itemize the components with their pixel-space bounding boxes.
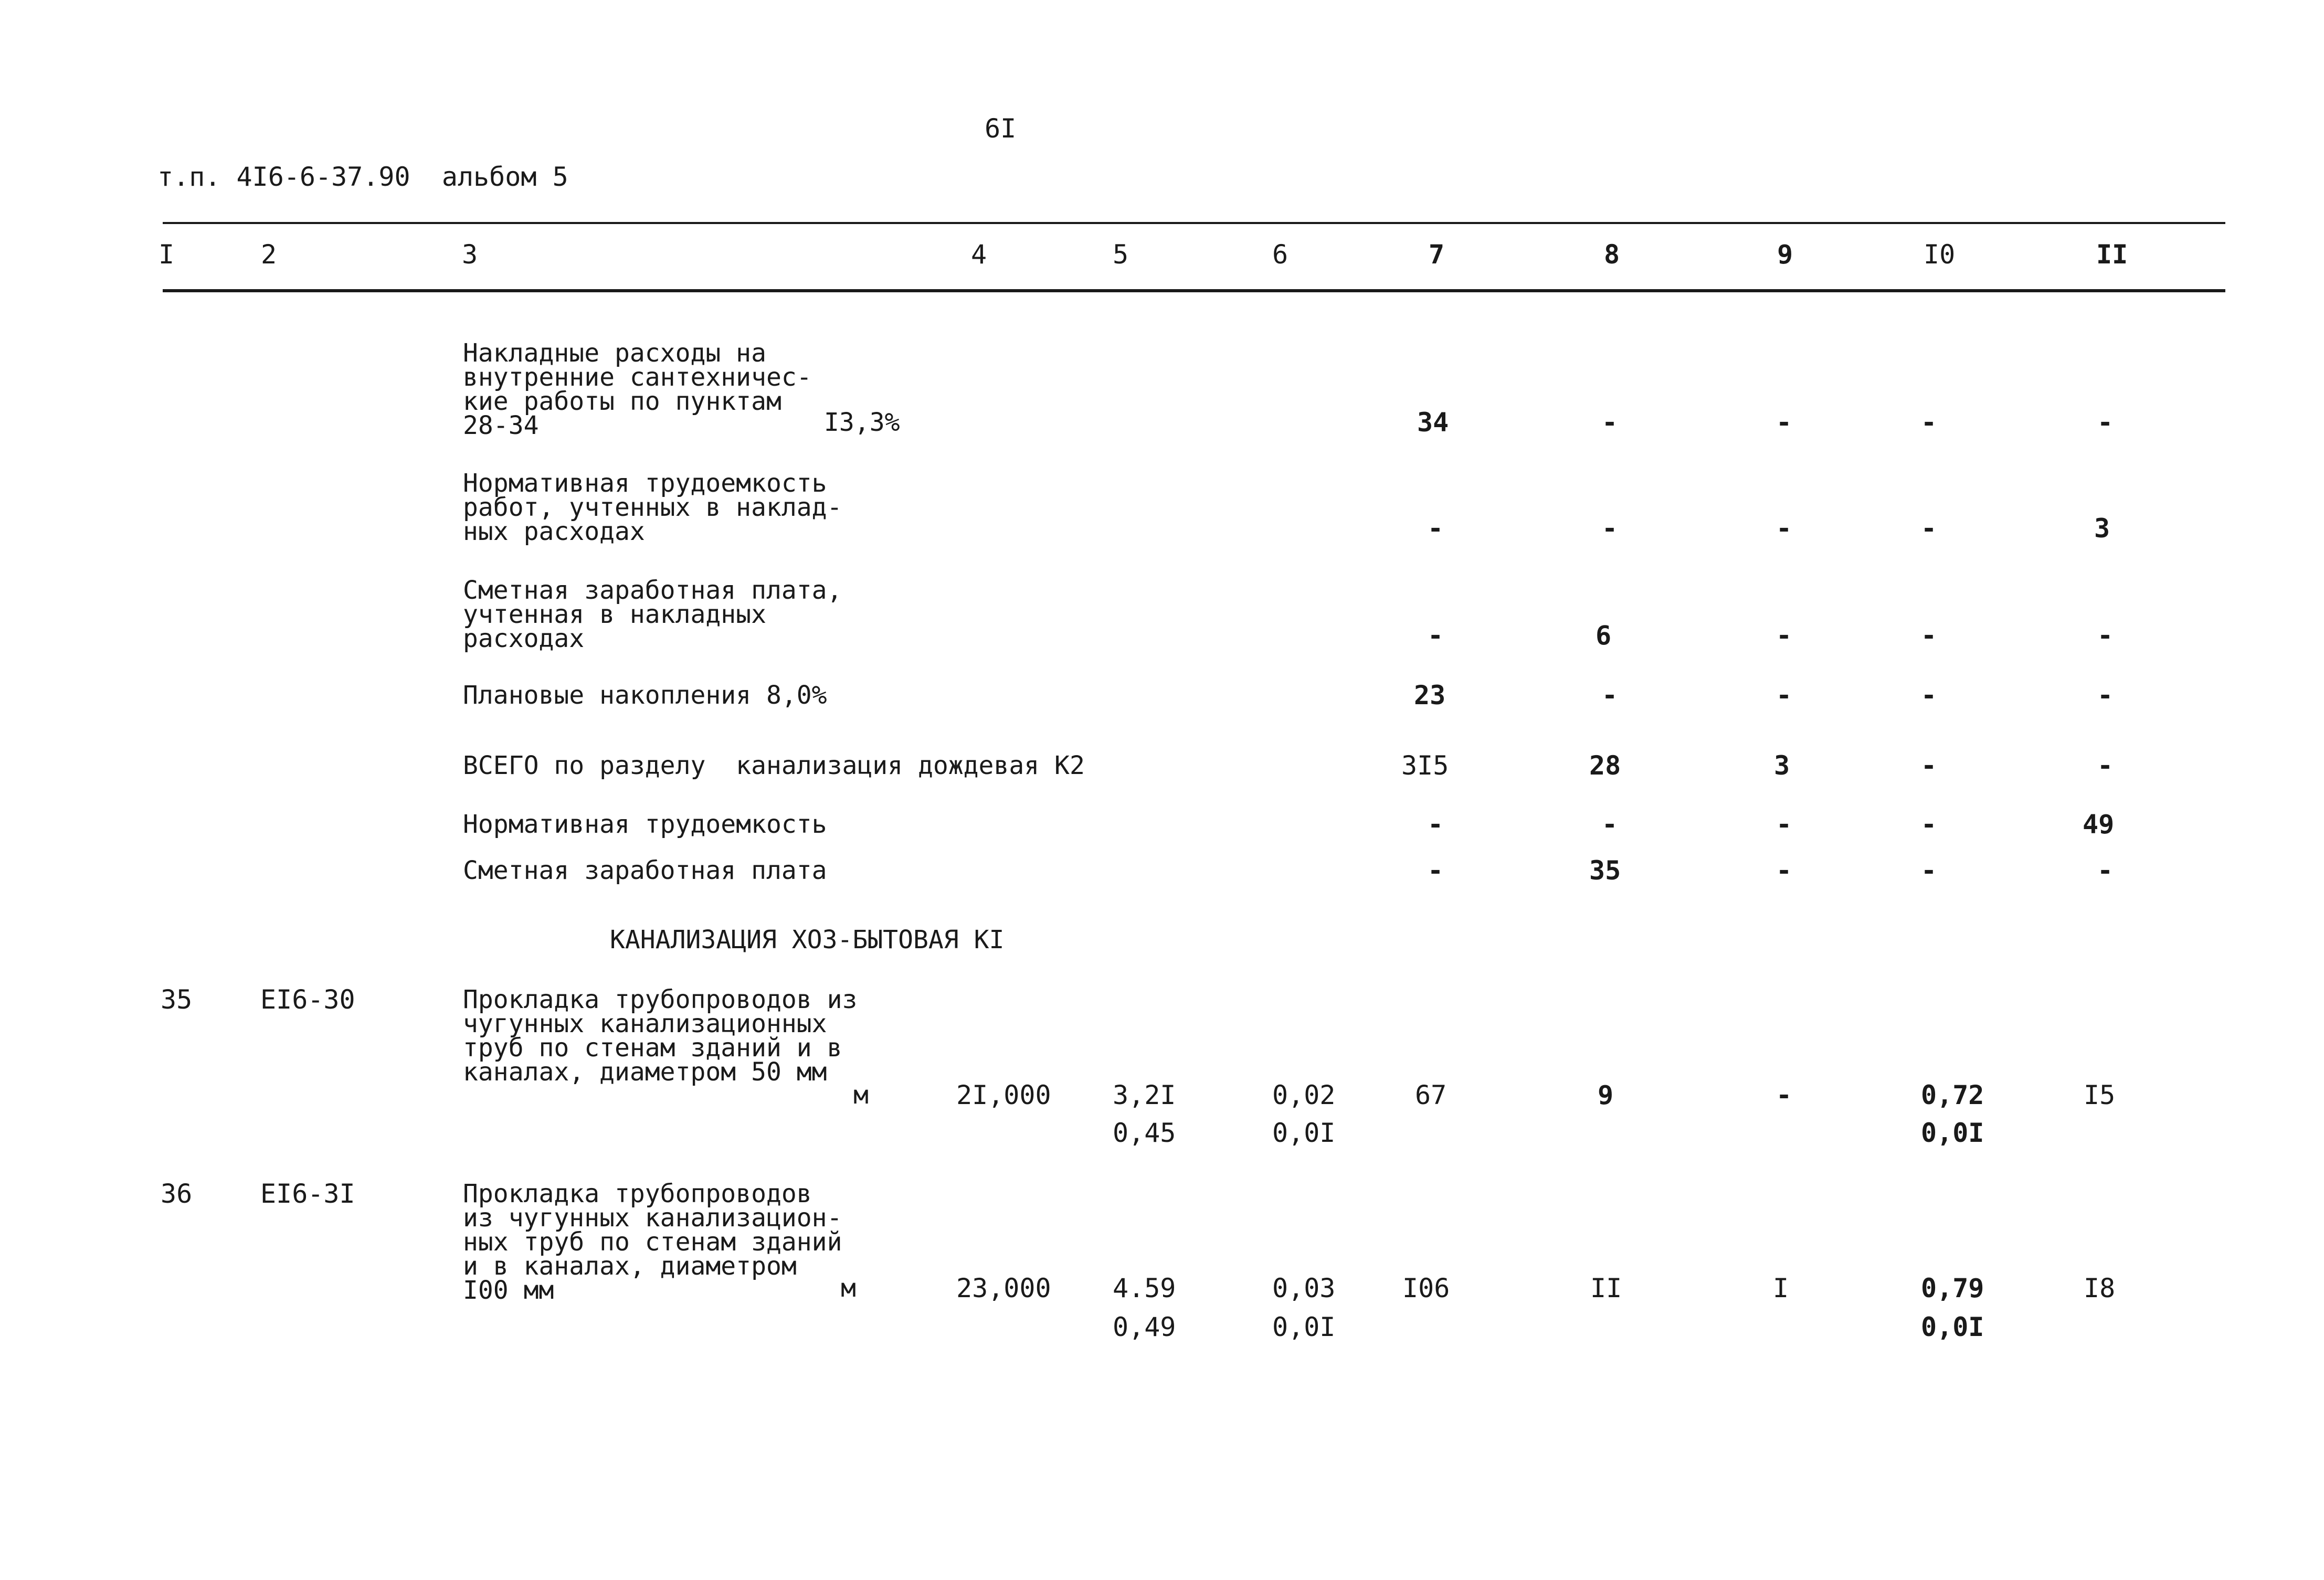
cell-col7: - bbox=[1428, 620, 1444, 651]
cell-col11: I5 bbox=[2084, 1080, 2116, 1110]
column-header: I bbox=[159, 239, 175, 270]
cell-col10: - bbox=[1921, 620, 1937, 651]
cell-col10-top: 0,72 bbox=[1921, 1080, 1984, 1110]
column-header: 5 bbox=[1113, 239, 1129, 270]
cell-col5-bottom: 0,49 bbox=[1113, 1312, 1176, 1342]
header-bottom-rule bbox=[163, 289, 2225, 292]
cell-col9: - bbox=[1776, 620, 1792, 651]
price-code: EI6-3I bbox=[260, 1179, 355, 1209]
cell-col10: - bbox=[1921, 680, 1937, 711]
cell-col8: 9 bbox=[1598, 1080, 1614, 1110]
cell-col8: 28 bbox=[1589, 750, 1621, 781]
unit: м bbox=[853, 1080, 869, 1110]
overhead-rate: I3,3% bbox=[824, 408, 900, 437]
cell-col7: 67 bbox=[1415, 1080, 1447, 1110]
cell-col8: - bbox=[1602, 809, 1618, 840]
cell-col11: - bbox=[2097, 750, 2114, 781]
cell-col5-top: 3,2I bbox=[1113, 1080, 1176, 1110]
column-header: 7 bbox=[1429, 239, 1445, 270]
column-header: 4 bbox=[971, 239, 987, 270]
cell-col8: - bbox=[1602, 407, 1618, 438]
cell-col9: - bbox=[1776, 407, 1792, 438]
cell-col8: - bbox=[1602, 680, 1618, 711]
cell-col6-bottom: 0,0I bbox=[1272, 1118, 1336, 1148]
cell-col6-top: 0,03 bbox=[1272, 1273, 1336, 1303]
header-top-rule bbox=[163, 222, 2225, 224]
cell-col10-bottom: 0,0I bbox=[1921, 1312, 1984, 1342]
work-description: Прокладка трубопроводов из чугунных канализационных труб по стенам зданий и в каналах, диаметром 50 мм bbox=[463, 985, 858, 1087]
cell-col9: - bbox=[1776, 1080, 1792, 1110]
cell-col11: 3 bbox=[2094, 513, 2110, 544]
section-title: КАНАЛИЗАЦИЯ ХОЗ-БЫТОВАЯ КI bbox=[610, 925, 1005, 955]
cell-col7: 34 bbox=[1417, 407, 1449, 438]
cell-col7: - bbox=[1428, 809, 1444, 840]
quantity: 2I,000 bbox=[956, 1080, 1051, 1110]
cell-col8: - bbox=[1602, 513, 1618, 544]
cell-col10-bottom: 0,0I bbox=[1921, 1118, 1984, 1148]
cell-col11: 49 bbox=[2083, 809, 2115, 840]
cell-col8: 35 bbox=[1589, 855, 1621, 886]
planned-description: Плановые накопления 8,0% bbox=[463, 681, 827, 710]
cell-col7: I06 bbox=[1402, 1273, 1450, 1303]
cell-col9: - bbox=[1776, 855, 1792, 886]
cell-col11: - bbox=[2097, 620, 2114, 651]
wage-overhead-description: Сметная заработная плата, учтенная в накладных расходах bbox=[463, 576, 842, 653]
column-header: 9 bbox=[1777, 239, 1793, 270]
column-header: I0 bbox=[1924, 239, 1956, 270]
cell-col10: - bbox=[1921, 750, 1937, 781]
overhead-description: Накладные расходы на внутренние сантехничес- кие работы по пунктам 28-34 bbox=[463, 338, 812, 440]
cell-col8: 6 bbox=[1596, 620, 1612, 651]
cell-col8: II bbox=[1590, 1273, 1622, 1303]
wage-description: Сметная заработная плата bbox=[463, 856, 827, 885]
cell-col5-bottom: 0,45 bbox=[1113, 1118, 1176, 1148]
norm-labor-description: Нормативная трудоемкость bbox=[463, 810, 827, 839]
column-header: 2 bbox=[261, 239, 277, 270]
column-header: 6 bbox=[1272, 239, 1288, 270]
cell-col11: - bbox=[2097, 855, 2114, 886]
row-number: 36 bbox=[161, 1179, 193, 1209]
column-header: 8 bbox=[1604, 239, 1620, 270]
cell-col9: 3 bbox=[1774, 750, 1790, 781]
cell-col9: - bbox=[1776, 809, 1792, 840]
cell-col6-bottom: 0,0I bbox=[1272, 1312, 1336, 1342]
unit: м bbox=[841, 1274, 856, 1303]
quantity: 23,000 bbox=[956, 1273, 1051, 1303]
cell-col11: - bbox=[2097, 407, 2114, 438]
work-description: Прокладка трубопроводов из чугунных канализацион- ных труб по стенам зданий и в каналах, диаметром I00 мм bbox=[463, 1179, 842, 1305]
document-reference: т.п. 4I6-6-37.90 альбом 5 bbox=[157, 162, 568, 192]
column-header: II bbox=[2096, 239, 2128, 270]
cell-col9: - bbox=[1776, 680, 1792, 711]
cell-col10: - bbox=[1921, 407, 1937, 438]
cell-col5-top: 4.59 bbox=[1113, 1273, 1176, 1303]
cell-col10: - bbox=[1921, 513, 1937, 544]
cell-col9: I bbox=[1773, 1273, 1789, 1303]
cell-col7: - bbox=[1428, 855, 1444, 886]
cell-col10: - bbox=[1921, 809, 1937, 840]
row-number: 35 bbox=[161, 984, 193, 1015]
price-code: EI6-30 bbox=[260, 984, 355, 1015]
column-header: 3 bbox=[462, 239, 478, 270]
cell-col10: - bbox=[1921, 855, 1937, 886]
cell-col7: 3I5 bbox=[1401, 750, 1449, 781]
cell-col6-top: 0,02 bbox=[1272, 1080, 1336, 1110]
cell-col7: - bbox=[1428, 513, 1444, 544]
page-number: 6I bbox=[985, 113, 1017, 144]
norm-labor-overhead-description: Нормативная трудоемкость работ, учтенных в наклад- ных расходах bbox=[463, 469, 842, 546]
cell-col9: - bbox=[1776, 513, 1792, 544]
cell-col11: - bbox=[2097, 680, 2114, 711]
cell-col10-top: 0,79 bbox=[1921, 1273, 1984, 1303]
section-total-description: ВСЕГО по разделу канализация дождевая К2 bbox=[463, 751, 1085, 780]
cell-col11: I8 bbox=[2084, 1273, 2116, 1303]
cell-col7: 23 bbox=[1414, 680, 1446, 711]
